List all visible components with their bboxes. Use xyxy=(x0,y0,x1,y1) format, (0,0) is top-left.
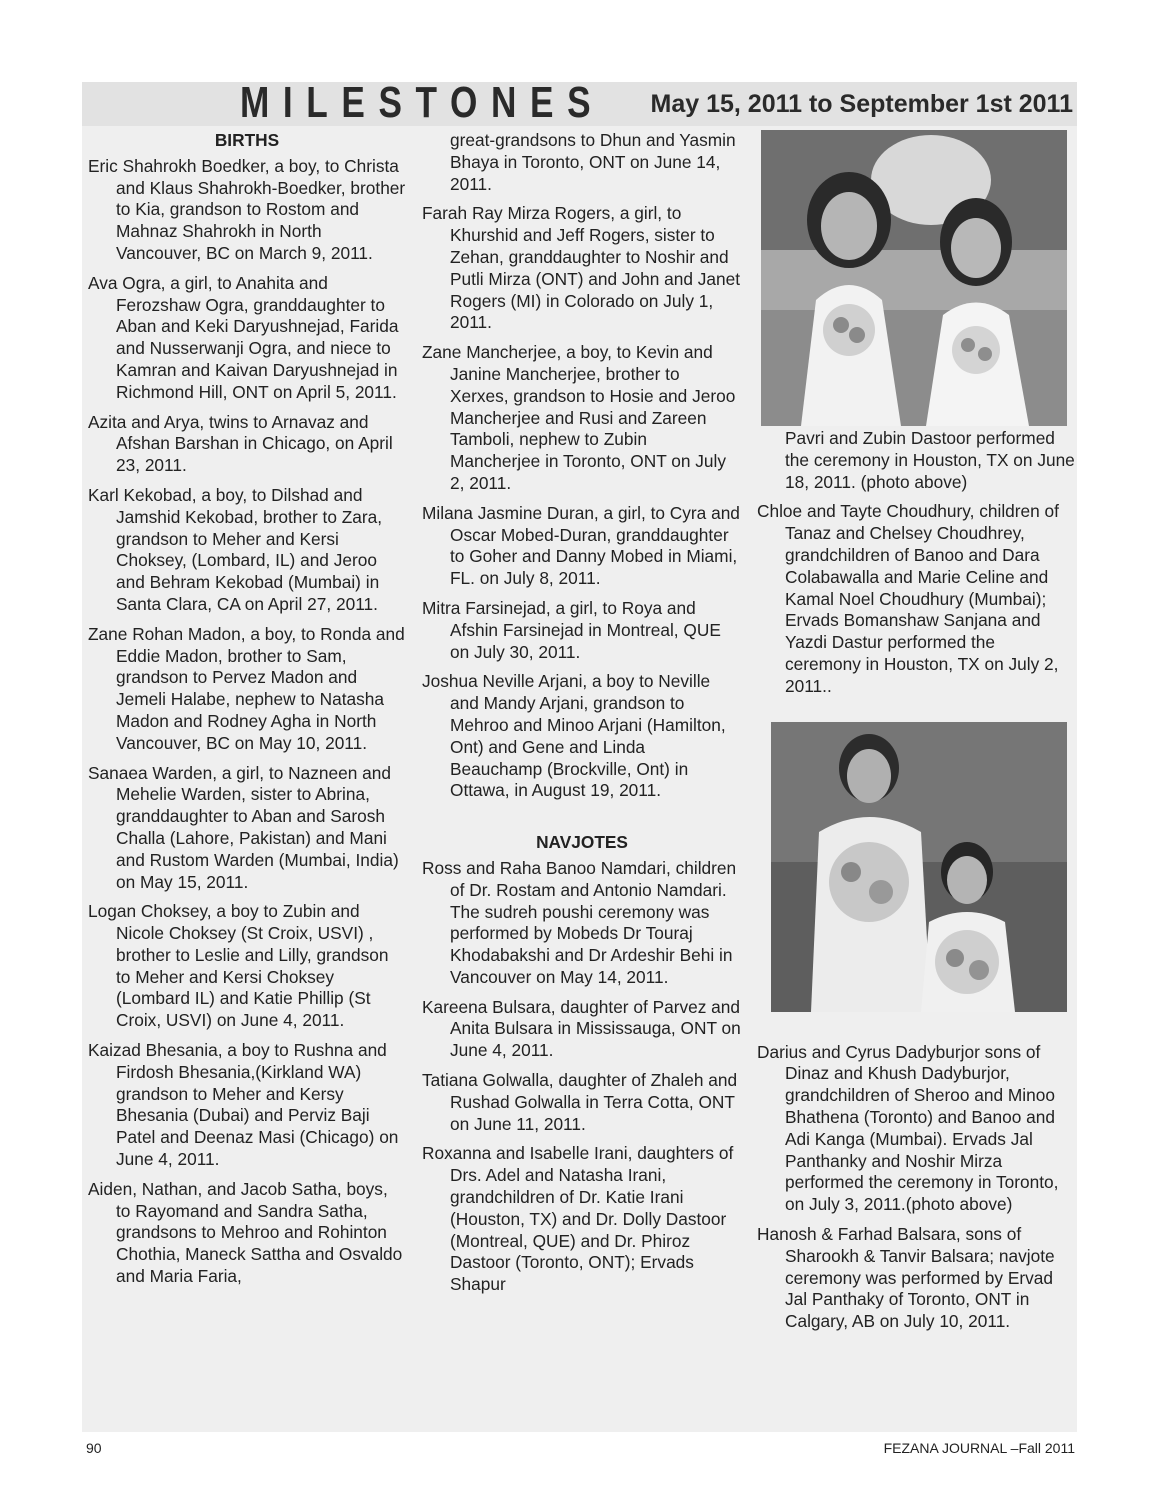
date-range: May 15, 2011 to September 1st 2011 xyxy=(650,90,1073,118)
navjote-entry: Ross and Raha Banoo Namdari, children of Dr. Rostam and Antonio Namdari. The sudreh poushi ceremony was performed by Mobeds Dr Touraj Khodabakshi and Dr Ardeshir Behi in Vancouver on May 14, 2011. xyxy=(422,857,737,987)
navjote-entry: Kareena Bulsara, daughter of Parvez and Anita Bulsara in Mississauga, ONT on June 4, 2011. xyxy=(422,996,741,1061)
birth-entry: Zane Rohan Madon, a boy, to Ronda and Eddie Madon, brother to Sam, grandson to Pervez Madon and Jemeli Halabe, nephew to Natasha Madon and Rodney Agha in North Vancouver, BC on May 10, 2011. xyxy=(88,623,405,753)
birth-entry: Ava Ogra, a girl, to Anahita and Ferozshaw Ogra, granddaughter to Aban and Keki Daryushnejad, Farida and Nusserwanji Ogra, and niece to Kamran and Kaivan Daryushnejad in Richmond Hill, ONT on April 5, 2011. xyxy=(88,272,399,402)
birth-entry: Mitra Farsinejad, a girl, to Roya and Afshin Farsinejad in Montreal, QUE on July 30, 2011. xyxy=(422,597,721,662)
births-heading: BIRTHS xyxy=(214,130,280,150)
birth-entry: Sanaea Warden, a girl, to Nazneen and Mehelie Warden, sister to Abrina, granddaughter to Aban and Sarosh Challa (Lahore, Pakistan) and Mani and Rustom Warden (Mumbai, India) on May 15, 2011. xyxy=(88,762,399,892)
photo-two-girls xyxy=(761,130,1067,426)
birth-entry: Karl Kekobad, a boy, to Dilshad and Jamshid Kekobad, brother to Zara, grandson to Meher and Kersi Choksey, (Lombard, IL) and Jeroo and Behram Kekobad (Mumbai) in Santa Clara, CA on April 27, 2011. xyxy=(88,484,383,614)
birth-entry: Farah Ray Mirza Rogers, a girl, to Khurshid and Jeff Rogers, sister to Zehan, granddaughter to Noshir and Putli Mirza (ONT) and John and Janet Rogers (MI) in Colorado on July 1, 2011. xyxy=(422,203,741,333)
birth-entry: Aiden, Nathan, and Jacob Satha, boys, to Rayomand and Sandra Satha, grandsons to Mehroo and Rohinton Chothia, Maneck Sattha and Osvaldo and Maria Faria, xyxy=(88,1178,403,1287)
journal-footer: FEZANA JOURNAL –Fall 2011 xyxy=(883,1440,1075,1456)
birth-entry: Zane Mancherjee, a boy, to Kevin and Janine Mancherjee, brother to Xerxes, grandson to Hosie and Jeroo Mancherjee and Rusi and Zareen Tamboli, nephew to Zubin Mancherjee in Toronto, ONT on July 2, 2011. xyxy=(422,342,736,493)
navjote-entry: Roxanna and Isabelle Irani, daughters of Drs. Adel and Natasha Irani, grandchildren of Dr. Katie Irani (Houston, TX) and Dr. Dolly Dastoor (Montreal, QUE) and Dr. Phiroz Dastoor (Toronto, ONT); Ervads Shapur xyxy=(422,1143,734,1295)
page-number: 90 xyxy=(86,1440,102,1456)
photo-two-boys-image xyxy=(771,722,1067,1012)
navjote-entry: Chloe and Tayte Choudhury, children of Tanaz and Chelsey Choudhrey, grandchildren of Banoo and Dara Colabawalla and Marie Celine and Kamal Noel Choudhury (Mumbai); Ervads Bomanshaw Sanjana and Yazdi Dastur performed the ceremony in Houston, TX on July 2, 2011.. xyxy=(757,501,1059,696)
navjote-entry: Tatiana Golwalla, daughter of Zhaleh and Rushad Golwalla in Terra Cotta, ONT on June 11, 2011. xyxy=(422,1070,738,1134)
birth-entry: Kaizad Bhesania, a boy to Rushna and Firdosh Bhesania,(Kirkland WA) grandson to Meher and Kersy Bhesania (Dubai) and Perviz Baji Patel and Deenaz Masi (Chicago) on June 4, 2011. xyxy=(88,1040,399,1170)
birth-entry: Logan Choksey, a boy to Zubin and Nicole Choksey (St Croix, USVI) , brother to Leslie and Lilly, grandson to Meher and Kersi Choksey (Lombard IL) and Katie Phillip (St Croix, USVI) on June 4, 2011. xyxy=(88,901,389,1031)
navjotes-heading: NAVJOTES xyxy=(536,832,628,853)
birth-entry: Azita and Arya, twins to Arnavaz and Afshan Barshan in Chicago, on April 23, 2011. xyxy=(88,411,393,476)
column-3 xyxy=(757,130,1075,1341)
birth-entry-continued: great-grandsons to Dhun and Yasmin Bhaya in Toronto, ONT on June 14, 2011. xyxy=(450,130,736,194)
column-1 xyxy=(88,130,406,1296)
photo-two-boys xyxy=(771,722,1067,1012)
birth-entry: Milana Jasmine Duran, a girl, to Cyra and Oscar Mobed-Duran, granddaughter to Goher and Danny Mobed in Miami, FL. on July 8, 2011. xyxy=(422,502,740,589)
birth-entry: Joshua Neville Arjani, a boy to Neville and Mandy Arjani, grandson to Mehroo and Minoo Arjani (Hamilton, Ont) and Gene and Linda Beauchamp (Brockville, Ont) in Ottawa, in August 19, 2011. xyxy=(422,671,726,801)
birth-entry: Eric Shahrokh Boedker, a boy, to Christa and Klaus Shahrokh-Boedker, brother to Kia, grandson to Rostom and Mahnaz Shahrokh in North Vancouver, BC on March 9, 2011. xyxy=(88,155,406,263)
column-2 xyxy=(422,130,742,1304)
navjote-entry: Hanosh & Farhad Balsara, sons of Sharookh & Tanvir Balsara; navjote ceremony was performed by Ervad Jal Panthaky of Toronto, ONT in Calgary, AB on July 10, 2011. xyxy=(757,1223,1055,1332)
navjote-entry: Darius and Cyrus Dadyburjor sons of Dinaz and Khush Dadyburjor, grandchildren of Sheroo and Minoo Bhathena (Toronto) and Banoo and Adi Kanga (Mumbai). Ervads Jal Panthanky and Noshir Mirza performed the ceremony in Toronto, on July 3, 2011.(photo above) xyxy=(757,1041,1059,1215)
navjote-entry-continued: Pavri and Zubin Dastoor performed the ceremony in Houston, TX on June 18, 2011. (photo above) xyxy=(785,428,1075,492)
header-bar xyxy=(82,78,1077,127)
page-sheet xyxy=(82,78,1077,1432)
photo-two-girls-image xyxy=(761,130,1067,426)
page-title: MILESTONES xyxy=(240,78,605,127)
